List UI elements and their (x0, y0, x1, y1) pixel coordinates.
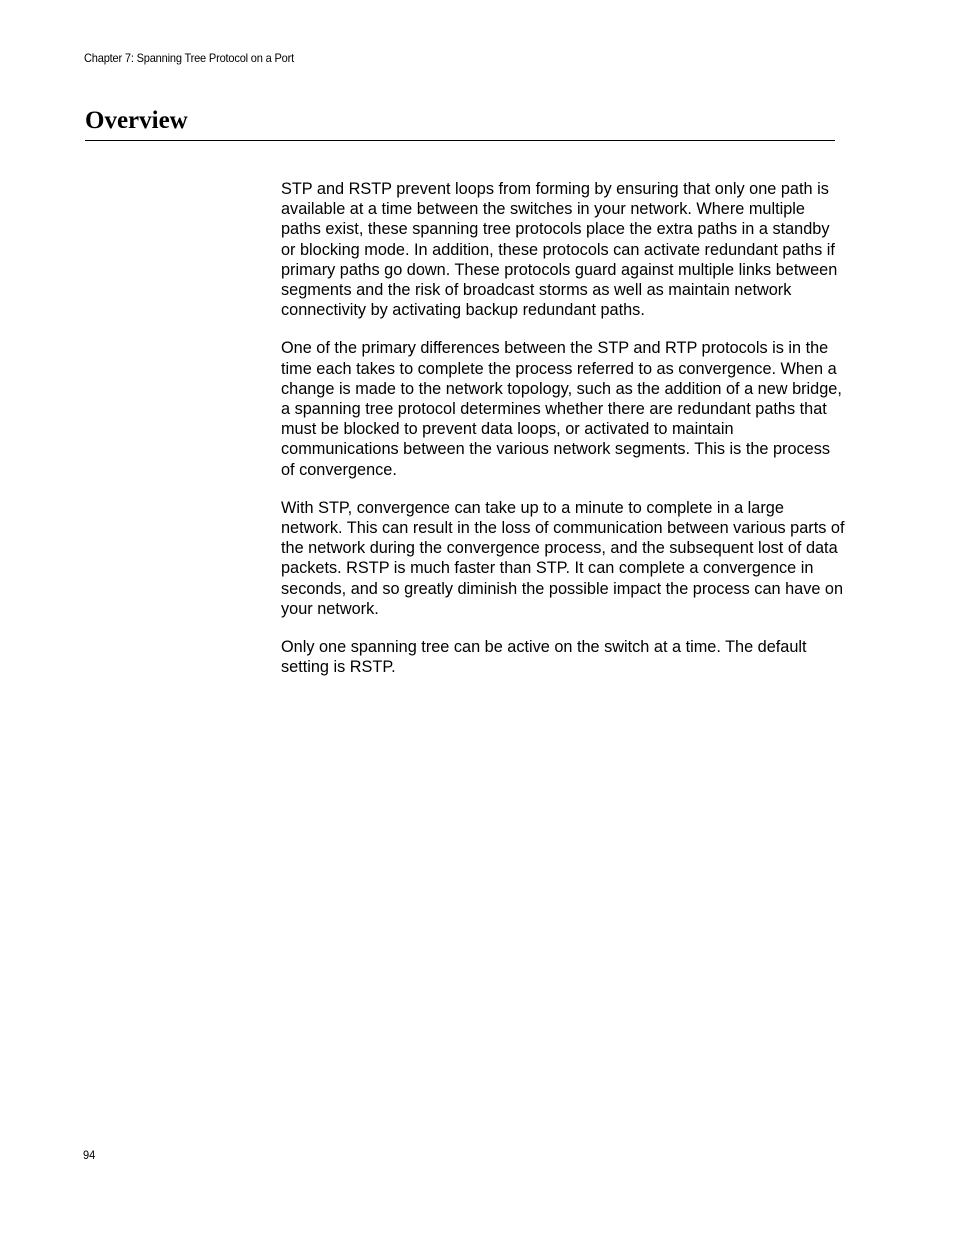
section-title: Overview (85, 107, 188, 134)
paragraph: One of the primary differences between the STP and RTP protocols is in the time each takes to complete the process referred to as convergence. When a change is made to the network topology, such as the addition of a new bridge, a spanning tree protocol determines whether there are redundant paths that must be blocked to prevent data loops, or activated to maintain communications between the various network segments. This is the process of convergence. (281, 339, 842, 479)
page-number: 94 (83, 1148, 96, 1162)
paragraph: Only one spanning tree can be active on the switch at a time. The default setting is RSTP. (281, 638, 807, 677)
running-header: Chapter 7: Spanning Tree Protocol on a Port (84, 51, 294, 65)
paragraph: With STP, convergence can take up to a minute to complete in a large network. This can result in the loss of communication between various parts of the network during the convergence process, and the subsequent lost of data packets. RSTP is much faster than STP. It can complete a convergence in seconds, and so greatly diminish the possible impact the process can have on your network. (281, 498, 845, 618)
body-text (281, 179, 846, 695)
title-rule (85, 140, 835, 141)
paragraph: STP and RSTP prevent loops from forming by ensuring that only one path is available at a time between the switches in your network. Where multiple paths exist, these spanning tree protocols place the extra paths in a standby or blocking mode. In addition, these protocols can activate redundant paths if primary paths go down. These protocols guard against multiple links between segments and the risk of broadcast storms as well as maintain network connectivity by activating backup redundant paths. (281, 180, 838, 320)
